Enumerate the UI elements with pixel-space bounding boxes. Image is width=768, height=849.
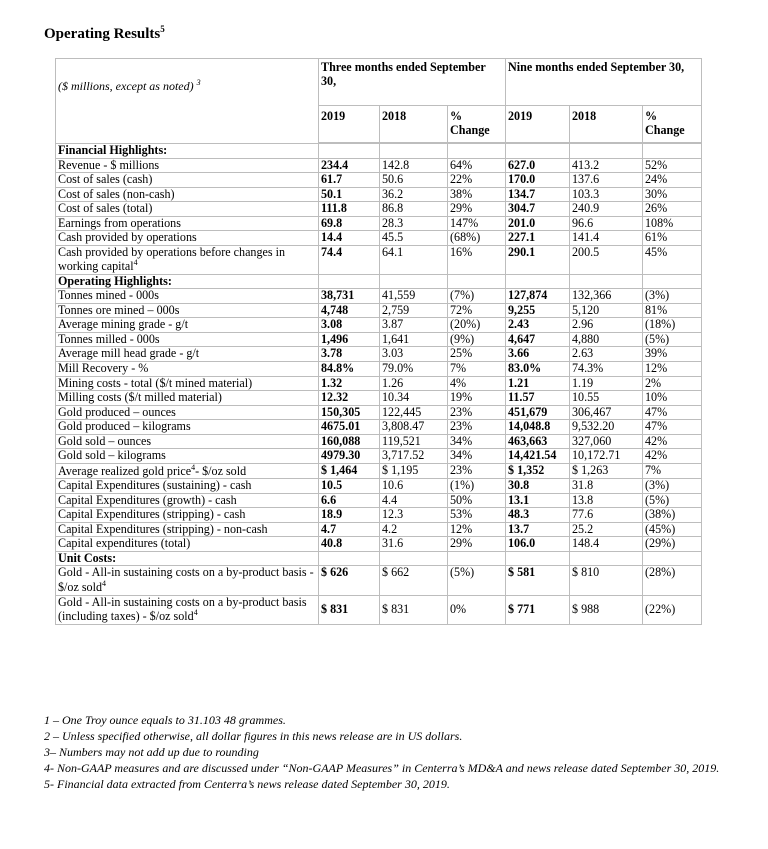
- cell-qc: (7%): [448, 289, 506, 304]
- cell-n18: 137.6: [570, 173, 643, 188]
- row-label: Average mining grade - g/t: [56, 318, 319, 333]
- footnote-2: 2 – Unless specified otherwise, all dollar figures in this news release are in US dollars.: [44, 729, 463, 744]
- row-label: Tonnes milled - 000s: [56, 332, 319, 347]
- cell-n18: 2.63: [570, 347, 643, 362]
- table-row: [56, 508, 702, 523]
- cell-n18: 13.8: [570, 493, 643, 508]
- cell-q19: $ 831: [319, 595, 380, 624]
- cell-qc: 29%: [448, 537, 506, 552]
- table-row: [56, 566, 702, 595]
- cell-n18: 10.55: [570, 391, 643, 406]
- col-change-n: % Change: [643, 106, 702, 143]
- cell-q18: 1.26: [380, 376, 448, 391]
- cell-n18: 10,172.71: [570, 449, 643, 464]
- empty-cell: [643, 551, 702, 566]
- col-2018-n: 2018: [570, 106, 643, 143]
- table-row: [56, 303, 702, 318]
- empty-cell: [319, 274, 380, 289]
- cell-q19: 4,748: [319, 303, 380, 318]
- cell-q18: 64.1: [380, 245, 448, 274]
- section-label: Operating Highlights:: [56, 274, 319, 289]
- cell-q19: 111.8: [319, 202, 380, 217]
- cell-n18: 77.6: [570, 508, 643, 523]
- cell-q18: 10.6: [380, 479, 448, 494]
- cell-nc: 10%: [643, 391, 702, 406]
- cell-q18: 36.2: [380, 187, 448, 202]
- cell-n18: 1.19: [570, 376, 643, 391]
- cell-nc: (5%): [643, 332, 702, 347]
- cell-n19: 3.66: [506, 347, 570, 362]
- cell-nc: 24%: [643, 173, 702, 188]
- empty-cell: [570, 551, 643, 566]
- empty-cell: [380, 274, 448, 289]
- empty-cell: [570, 144, 643, 159]
- empty-cell: [448, 551, 506, 566]
- cell-q18: 45.5: [380, 231, 448, 246]
- cell-n18: $ 988: [570, 595, 643, 624]
- cell-q19: 50.1: [319, 187, 380, 202]
- empty-cell: [448, 274, 506, 289]
- cell-n18: 413.2: [570, 158, 643, 173]
- cell-n19: 106.0: [506, 537, 570, 552]
- cell-nc: (29%): [643, 537, 702, 552]
- table-row: [56, 479, 702, 494]
- cell-nc: 52%: [643, 158, 702, 173]
- footnote-1: 1 – One Troy ounce equals to 31.103 48 grammes.: [44, 713, 286, 727]
- cell-nc: (18%): [643, 318, 702, 333]
- cell-q19: 84.8%: [319, 362, 380, 377]
- row-label: Cost of sales (total): [56, 202, 319, 217]
- table-row: [56, 318, 702, 333]
- cell-q18: 3,808.47: [380, 420, 448, 435]
- row-label: Capital Expenditures (stripping) - cash: [56, 508, 319, 523]
- cell-qc: 147%: [448, 216, 506, 231]
- title-footnote-marker: 5: [160, 24, 165, 34]
- cell-qc: 4%: [448, 376, 506, 391]
- table-row: [56, 493, 702, 508]
- table-row: [56, 391, 702, 406]
- cell-n19: 30.8: [506, 479, 570, 494]
- cell-n19: 13.1: [506, 493, 570, 508]
- table-row: [56, 332, 702, 347]
- cell-q18: 86.8: [380, 202, 448, 217]
- cell-nc: 12%: [643, 362, 702, 377]
- footnote-marker: 4: [193, 608, 198, 618]
- cell-n18: 31.8: [570, 479, 643, 494]
- empty-cell: [506, 551, 570, 566]
- table-row: [56, 202, 702, 217]
- cell-q18: 10.34: [380, 391, 448, 406]
- table-row: [56, 231, 702, 246]
- cell-n19: 83.0%: [506, 362, 570, 377]
- cell-q19: 18.9: [319, 508, 380, 523]
- empty-cell: [643, 144, 702, 159]
- cell-qc: (5%): [448, 566, 506, 595]
- cell-nc: 81%: [643, 303, 702, 318]
- cell-q19: 4979.30: [319, 449, 380, 464]
- cell-q18: 4.4: [380, 493, 448, 508]
- row-label: Capital Expenditures (sustaining) - cash: [56, 479, 319, 494]
- table-row: [56, 463, 702, 479]
- footnote-marker: 4: [102, 579, 107, 588]
- cell-n19: $ 1,352: [506, 463, 570, 479]
- cell-n18: 200.5: [570, 245, 643, 274]
- cell-nc: 2%: [643, 376, 702, 391]
- cell-n19: 463,663: [506, 434, 570, 449]
- empty-cell: [319, 144, 380, 159]
- cell-q18: 119,521: [380, 434, 448, 449]
- cell-n19: 227.1: [506, 231, 570, 246]
- cell-qc: 7%: [448, 362, 506, 377]
- cell-q19: 3.78: [319, 347, 380, 362]
- cell-n18: 327,060: [570, 434, 643, 449]
- cell-qc: 29%: [448, 202, 506, 217]
- row-label: Gold - All-in sustaining costs on a by-product basis - $/oz sold$^4$: [56, 566, 319, 595]
- row-label: Mill Recovery - %: [56, 362, 319, 377]
- cell-n19: 14,421.54: [506, 449, 570, 464]
- empty-cell: [319, 551, 380, 566]
- cell-q18: 142.8: [380, 158, 448, 173]
- row-label: Cost of sales (non-cash): [56, 187, 319, 202]
- empty-cell: [570, 274, 643, 289]
- cell-q19: 14.4: [319, 231, 380, 246]
- section-row: [56, 144, 702, 159]
- cell-q18: 12.3: [380, 508, 448, 523]
- table-row: [56, 434, 702, 449]
- cell-nc: (3%): [643, 479, 702, 494]
- cell-qc: (1%): [448, 479, 506, 494]
- cell-n19: 290.1: [506, 245, 570, 274]
- cell-n18: 148.4: [570, 537, 643, 552]
- three-months-header: Three months ended September 30,: [319, 59, 506, 106]
- cell-n19: 9,255: [506, 303, 570, 318]
- cell-q18: 3.03: [380, 347, 448, 362]
- cell-q18: $ 1,195: [380, 463, 448, 479]
- cell-q18: 122,445: [380, 405, 448, 420]
- cell-nc: 108%: [643, 216, 702, 231]
- cell-q19: 1,496: [319, 332, 380, 347]
- cell-qc: 38%: [448, 187, 506, 202]
- table-row: [56, 289, 702, 304]
- cell-n19: 201.0: [506, 216, 570, 231]
- cell-nc: (28%): [643, 566, 702, 595]
- footnote-marker: 4: [191, 462, 196, 472]
- cell-n18: 25.2: [570, 522, 643, 537]
- header-row-periods: [56, 59, 702, 106]
- row-label: Tonnes mined - 000s: [56, 289, 319, 304]
- cell-qc: 22%: [448, 173, 506, 188]
- cell-n18: $ 810: [570, 566, 643, 595]
- cell-q18: 2,759: [380, 303, 448, 318]
- table-body: [56, 59, 702, 625]
- cell-q19: 6.6: [319, 493, 380, 508]
- footnote-marker: 4: [133, 258, 138, 268]
- cell-n19: 134.7: [506, 187, 570, 202]
- cell-nc: 47%: [643, 420, 702, 435]
- cell-nc: 26%: [643, 202, 702, 217]
- row-label: Cost of sales (cash): [56, 173, 319, 188]
- cell-q19: 160,088: [319, 434, 380, 449]
- cell-qc: 50%: [448, 493, 506, 508]
- row-label: Average realized gold price$^4$- $/oz sold: [56, 463, 319, 479]
- cell-n18: 96.6: [570, 216, 643, 231]
- cell-n19: 127,874: [506, 289, 570, 304]
- cell-n19: $ 581: [506, 566, 570, 595]
- cell-nc: (38%): [643, 508, 702, 523]
- cell-n18: 2.96: [570, 318, 643, 333]
- cell-q18: 79.0%: [380, 362, 448, 377]
- footnote-4: 4- Non-GAAP measures and are discussed under “Non-GAAP Measures” in Centerra’s MD&A and news release dated September 30, 2019.: [44, 761, 720, 776]
- table-row: [56, 522, 702, 537]
- cell-q19: 4675.01: [319, 420, 380, 435]
- row-label: Cash provided by operations: [56, 231, 319, 246]
- cell-n19: 1.21: [506, 376, 570, 391]
- cell-q19: 12.32: [319, 391, 380, 406]
- cell-n18: 5,120: [570, 303, 643, 318]
- cell-nc: 42%: [643, 434, 702, 449]
- cell-q19: 1.32: [319, 376, 380, 391]
- cell-n19: 11.57: [506, 391, 570, 406]
- col-2019-q: 2019: [319, 106, 380, 143]
- row-label: Milling costs ($/t milled material): [56, 391, 319, 406]
- cell-n19: 170.0: [506, 173, 570, 188]
- cell-qc: 16%: [448, 245, 506, 274]
- page-title: Operating Results$^5$: [44, 24, 165, 42]
- col-2018-q: 2018: [380, 106, 448, 143]
- cell-nc: (45%): [643, 522, 702, 537]
- cell-q18: 41,559: [380, 289, 448, 304]
- cell-nc: (3%): [643, 289, 702, 304]
- col-2019-n: 2019: [506, 106, 570, 143]
- cell-n19: 627.0: [506, 158, 570, 173]
- row-label: Tonnes ore mined – 000s: [56, 303, 319, 318]
- cell-q19: 74.4: [319, 245, 380, 274]
- section-row: [56, 551, 702, 566]
- empty-cell: [643, 274, 702, 289]
- row-label: Cash provided by operations before changes in working capital$^4$: [56, 245, 319, 274]
- cell-n19: 14,048.8: [506, 420, 570, 435]
- row-label: Gold sold – ounces: [56, 434, 319, 449]
- cell-qc: 25%: [448, 347, 506, 362]
- row-label: Capital Expenditures (growth) - cash: [56, 493, 319, 508]
- cell-qc: 0%: [448, 595, 506, 624]
- table-row: [56, 245, 702, 274]
- cell-qc: 53%: [448, 508, 506, 523]
- cell-q18: 1,641: [380, 332, 448, 347]
- col-change-q: % Change: [448, 106, 506, 143]
- cell-nc: 47%: [643, 405, 702, 420]
- cell-qc: 34%: [448, 434, 506, 449]
- table-row: [56, 420, 702, 435]
- row-label: Gold produced – ounces: [56, 405, 319, 420]
- table-row: [56, 362, 702, 377]
- cell-qc: 64%: [448, 158, 506, 173]
- cell-q19: 10.5: [319, 479, 380, 494]
- cell-nc: 42%: [643, 449, 702, 464]
- empty-cell: [380, 144, 448, 159]
- row-label: Capital expenditures (total): [56, 537, 319, 552]
- cell-qc: (9%): [448, 332, 506, 347]
- empty-cell: [506, 274, 570, 289]
- empty-cell: [448, 144, 506, 159]
- cell-n19: 13.7: [506, 522, 570, 537]
- table-row: [56, 595, 702, 624]
- cell-n19: 48.3: [506, 508, 570, 523]
- table-row: [56, 347, 702, 362]
- cell-q19: 38,731: [319, 289, 380, 304]
- cell-n18: $ 1,263: [570, 463, 643, 479]
- table-row: [56, 216, 702, 231]
- cell-q19: 150,305: [319, 405, 380, 420]
- cell-q18: 28.3: [380, 216, 448, 231]
- cell-q18: 50.6: [380, 173, 448, 188]
- row-label: Average mill head grade - g/t: [56, 347, 319, 362]
- cell-n18: 9,532.20: [570, 420, 643, 435]
- table-row: [56, 537, 702, 552]
- row-label: Capital Expenditures (stripping) - non-cash: [56, 522, 319, 537]
- footnote-3: 3– Numbers may not add up due to rounding: [44, 745, 259, 760]
- cell-nc: 61%: [643, 231, 702, 246]
- row-label: Gold - All-in sustaining costs on a by-product basis (including taxes) - $/oz sold$^4$: [56, 595, 319, 624]
- cell-nc: 39%: [643, 347, 702, 362]
- cell-n19: 2.43: [506, 318, 570, 333]
- cell-nc: (5%): [643, 493, 702, 508]
- operating-results-table: [55, 58, 702, 625]
- footnotes: [44, 712, 744, 792]
- cell-nc: 7%: [643, 463, 702, 479]
- cell-q19: 4.7: [319, 522, 380, 537]
- cell-n18: 103.3: [570, 187, 643, 202]
- row-label: Mining costs - total ($/t mined material): [56, 376, 319, 391]
- cell-q18: 31.6: [380, 537, 448, 552]
- cell-n19: $ 771: [506, 595, 570, 624]
- cell-q19: 61.7: [319, 173, 380, 188]
- cell-q19: 234.4: [319, 158, 380, 173]
- row-label: Gold sold – kilograms: [56, 449, 319, 464]
- cell-q18: 3.87: [380, 318, 448, 333]
- table-row: [56, 449, 702, 464]
- cell-n19: 304.7: [506, 202, 570, 217]
- cell-n18: 74.3%: [570, 362, 643, 377]
- cell-q18: 3,717.52: [380, 449, 448, 464]
- row-label: Earnings from operations: [56, 216, 319, 231]
- cell-n18: 141.4: [570, 231, 643, 246]
- row-label: Revenue - $ millions: [56, 158, 319, 173]
- cell-nc: 45%: [643, 245, 702, 274]
- cell-qc: 23%: [448, 405, 506, 420]
- units-note: ($ millions, except as noted) $^3$: [56, 59, 319, 144]
- table-row: [56, 405, 702, 420]
- cell-n18: 306,467: [570, 405, 643, 420]
- section-row: [56, 274, 702, 289]
- table-row: [56, 376, 702, 391]
- cell-q18: 4.2: [380, 522, 448, 537]
- cell-qc: (68%): [448, 231, 506, 246]
- cell-q19: 3.08: [319, 318, 380, 333]
- cell-qc: (20%): [448, 318, 506, 333]
- cell-n18: 4,880: [570, 332, 643, 347]
- row-label: Gold produced – kilograms: [56, 420, 319, 435]
- section-label: Financial Highlights:: [56, 144, 319, 159]
- cell-q19: 69.8: [319, 216, 380, 231]
- cell-nc: (22%): [643, 595, 702, 624]
- cell-n19: 451,679: [506, 405, 570, 420]
- cell-q19: $ 626: [319, 566, 380, 595]
- cell-qc: 23%: [448, 463, 506, 479]
- section-label: Unit Costs:: [56, 551, 319, 566]
- footnote-5: 5- Financial data extracted from Centerra’s news release dated September 30, 2019.: [44, 777, 450, 792]
- cell-q18: $ 831: [380, 595, 448, 624]
- nine-months-header: Nine months ended September 30,: [506, 59, 702, 106]
- table-row: [56, 187, 702, 202]
- empty-cell: [380, 551, 448, 566]
- cell-q19: $ 1,464: [319, 463, 380, 479]
- cell-n19: 4,647: [506, 332, 570, 347]
- cell-n18: 132,366: [570, 289, 643, 304]
- cell-qc: 12%: [448, 522, 506, 537]
- table-row: [56, 158, 702, 173]
- table-row: [56, 173, 702, 188]
- cell-qc: 34%: [448, 449, 506, 464]
- cell-qc: 72%: [448, 303, 506, 318]
- cell-qc: 19%: [448, 391, 506, 406]
- cell-n18: 240.9: [570, 202, 643, 217]
- cell-qc: 23%: [448, 420, 506, 435]
- cell-q18: $ 662: [380, 566, 448, 595]
- cell-q19: 40.8: [319, 537, 380, 552]
- cell-nc: 30%: [643, 187, 702, 202]
- empty-cell: [506, 144, 570, 159]
